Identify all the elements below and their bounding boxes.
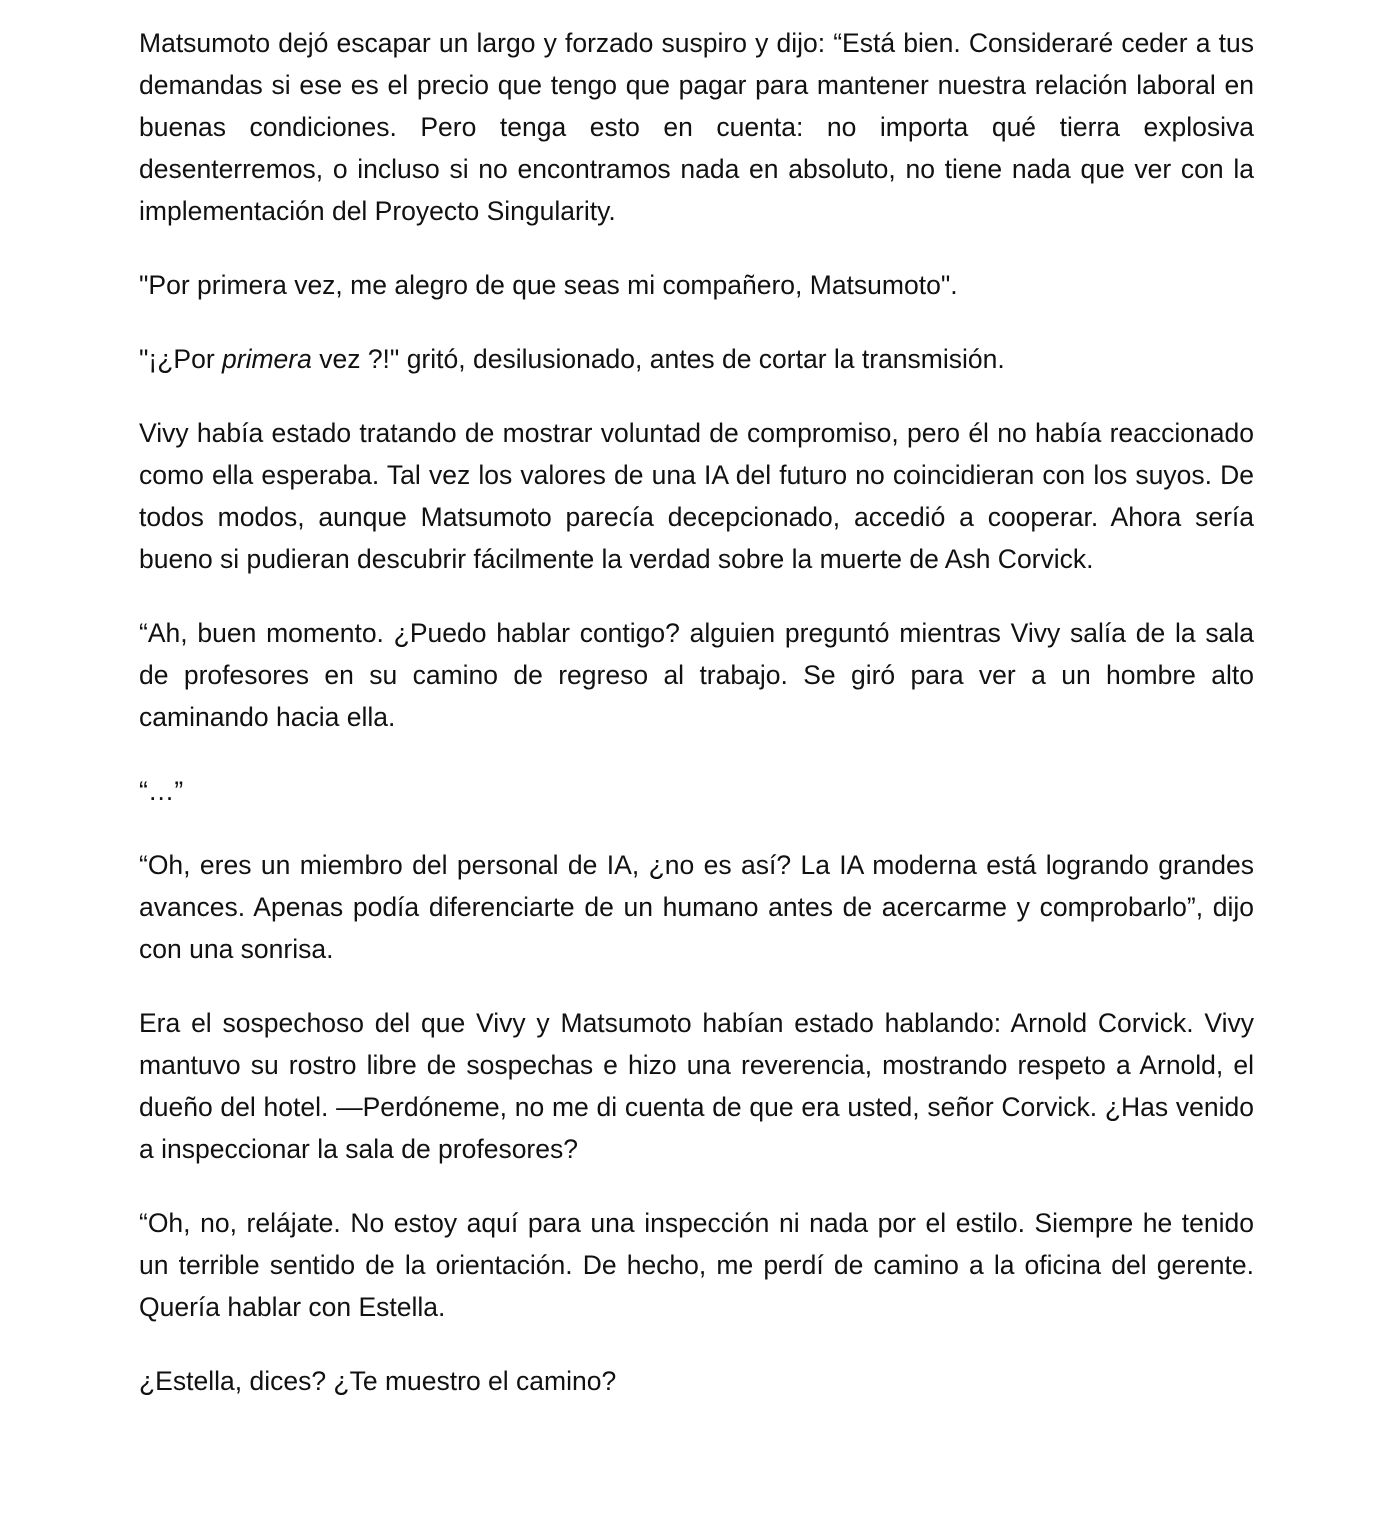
- document-page: [139, 22, 1254, 1402]
- paragraph-7: “Oh, eres un miembro del personal de IA, ¿no es así? La IA moderna está logrando grandes avances. Apenas podía diferenciarte de un humano antes de acercarme y comprobarlo”, dijo con una sonrisa.: [139, 850, 1254, 964]
- paragraph-3-emphasis: primera: [222, 344, 312, 374]
- paragraph-3-start: "¡¿Por: [139, 344, 223, 374]
- paragraph-8: Era el sospechoso del que Vivy y Matsumoto habían estado hablando: Arnold Corvick. Vivy mantuvo su rostro libre de sospechas e hizo una reverencia, mostrando respeto a Arnold, el dueño del hotel. —Perdóneme, no me di cuenta de que era usted, señor Corvick. ¿Has venido a inspeccionar la sala de profesores?: [139, 1008, 1254, 1164]
- paragraph-5: “Ah, buen momento. ¿Puedo hablar contigo? alguien preguntó mientras Vivy salía de la sala de profesores en su camino de regreso al trabajo. Se giró para ver a un hombre alto caminando hacia ella.: [139, 618, 1254, 732]
- paragraph-3: [139, 338, 1254, 380]
- paragraph-4: Vivy había estado tratando de mostrar voluntad de compromiso, pero él no había reaccionado como ella esperaba. Tal vez los valores de una IA del futuro no coincidieran con los suyos. De todos modos, aunque Matsumoto parecía decepcionado, accedió a cooperar. Ahora sería bueno si pudieran descubrir fácilmente la verdad sobre la muerte de Ash Corvick.: [139, 418, 1254, 574]
- paragraph-9: “Oh, no, relájate. No estoy aquí para una inspección ni nada por el estilo. Siempre he tenido un terrible sentido de la orientación. De hecho, me perdí de camino a la oficina del gerente. Quería hablar con Estella.: [139, 1208, 1254, 1322]
- paragraph-6: “…”: [139, 776, 184, 806]
- paragraph-3-end: vez ?!" gritó, desilusionado, antes de cortar la transmisión.: [311, 344, 1005, 374]
- paragraph-10: ¿Estella, dices? ¿Te muestro el camino?: [139, 1366, 617, 1396]
- paragraph-2: "Por primera vez, me alegro de que seas mi compañero, Matsumoto".: [139, 270, 958, 300]
- paragraph-1: Matsumoto dejó escapar un largo y forzado suspiro y dijo: “Está bien. Consideraré ceder a tus demandas si ese es el precio que tengo que pagar para mantener nuestra relación laboral en buenas condiciones. Pero tenga esto en cuenta: no importa qué tierra explosiva desenterremos, o incluso si no encontramos nada en absoluto, no tiene nada que ver con la implementación del Proyecto Singularity.: [139, 28, 1254, 226]
